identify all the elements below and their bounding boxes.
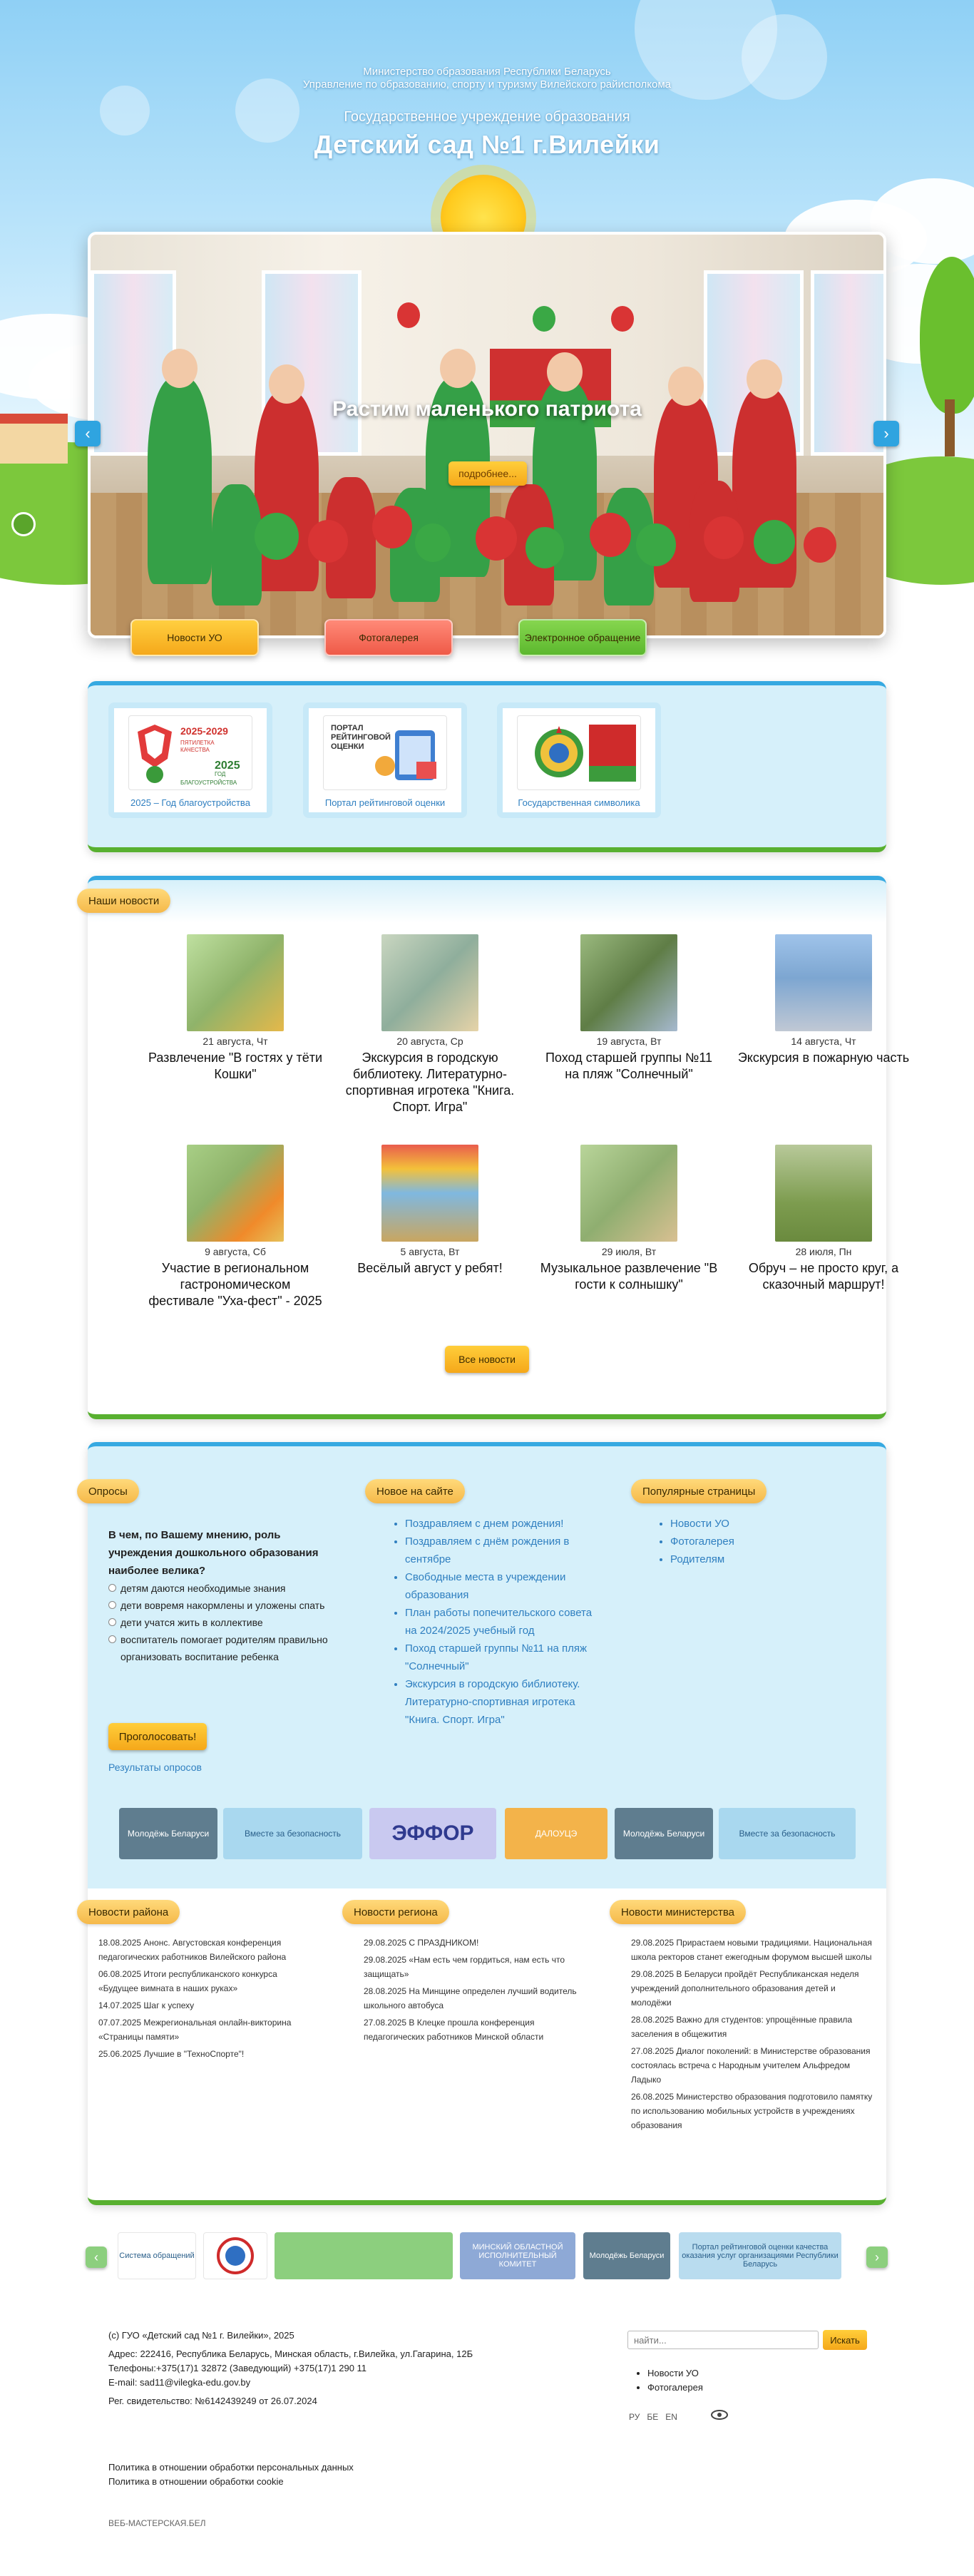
photogallery-button[interactable]: Фотогалерея (324, 619, 453, 656)
site-news-link[interactable]: • Свободные места в учреждении образования (405, 1568, 598, 1604)
news-text[interactable]: Министерство образования подготовило памятку по использованию мобильных устройств в учреждениях образования (631, 2092, 873, 2130)
promo-rating-portal[interactable] (303, 702, 467, 818)
partner-emblem-icon (210, 2236, 260, 2276)
state-symbols-image (517, 715, 641, 790)
poll-results-link[interactable]: Результаты опросов (108, 1762, 202, 1773)
news-item[interactable] (341, 934, 519, 1115)
news-row[interactable] (98, 1998, 312, 2013)
svg-text:ГОД: ГОД (215, 771, 226, 777)
news-date: 25.06.2025 (98, 2049, 142, 2059)
news-date: 14.07.2025 (98, 2000, 142, 2010)
site-news-link[interactable]: • План работы попечительского совета на 2024/2025 учебный год (405, 1604, 598, 1640)
news-row[interactable] (631, 1967, 873, 2010)
poll-option[interactable]: дети вовремя накормлены и уложены спать (108, 1597, 337, 1614)
lang-be[interactable]: БЕ (647, 2412, 659, 2422)
news-row[interactable] (364, 2015, 592, 2044)
search-button[interactable]: Искать (823, 2330, 867, 2350)
footer-email[interactable]: E-mail: sad11@vilegka-edu.gov.by (108, 2377, 251, 2388)
poll-option[interactable]: детям даются необходимые знания (108, 1580, 337, 1597)
news-item[interactable] (341, 1145, 519, 1277)
radio-icon[interactable] (108, 1584, 116, 1592)
radio-icon[interactable] (108, 1601, 116, 1609)
region-news-list (364, 1936, 592, 2047)
region-news-heading: Новости региона (342, 1900, 449, 1924)
news-date: 29.08.2025 (631, 1938, 675, 1948)
eye-icon[interactable] (710, 2409, 729, 2425)
site-news-link[interactable]: • Поздравляем с днём рождения в сентябре (405, 1533, 598, 1568)
news-item[interactable] (146, 934, 324, 1083)
promo-label: Государственная символика (518, 797, 640, 808)
news-text[interactable]: Итоги республиканского конкурса «Будущее вимната в наших руках» (98, 1969, 277, 1993)
news-date: 29 июля, Вт (601, 1246, 657, 1257)
news-date: 9 августа, Сб (205, 1246, 266, 1257)
news-date: 21 августа, Чт (203, 1036, 268, 1047)
privacy-policy-link[interactable]: Политика в отношении обработки персональных данных (108, 2462, 354, 2473)
news-text[interactable]: Диалог поколений: в Министерстве образования состоялась встреча с Народным учителем Альфредом Ладыко (631, 2046, 871, 2085)
slide-caption: Растим маленького патриота (332, 397, 642, 421)
vote-button[interactable]: Проголосовать! (108, 1723, 207, 1750)
news-title[interactable]: Весёлый август у ребят! (357, 1261, 503, 1275)
news-title[interactable]: Развлечение "В гостях у тёти Кошки" (148, 1051, 323, 1081)
rating-portal-image (323, 715, 447, 790)
news-row[interactable] (98, 1967, 312, 1995)
site-news-link[interactable]: • Поздравляем с днем рождения! (405, 1515, 598, 1533)
news-date: 27.08.2025 (631, 2046, 675, 2056)
radio-icon[interactable] (108, 1635, 116, 1643)
electronic-appeal-button[interactable]: Электронное обращение (518, 619, 647, 656)
news-heading: Наши новости (77, 889, 170, 913)
site-news-link[interactable]: • Экскурсия в городскую библиотеку. Литературно-спортивная игротека "Книга. Спорт. Игра" (405, 1675, 598, 1729)
news-date: 06.08.2025 (98, 1969, 142, 1979)
slider-next-button[interactable]: › (873, 421, 899, 446)
banner-youth-2[interactable]: Молодёжь Беларуси (615, 1808, 713, 1859)
news-row[interactable] (364, 1953, 592, 1981)
footer-contacts (108, 2329, 536, 2408)
footer-link[interactable]: • Новости УО (647, 2366, 703, 2381)
slider-prev-button[interactable]: ‹ (75, 421, 101, 446)
partner-rating-portal[interactable]: Портал рейтинговой оценки качества оказания услуг организациями Республики Беларусь (679, 2232, 841, 2279)
partner-logo[interactable] (203, 2232, 267, 2279)
banner-youth[interactable]: Молодёжь Беларуси (119, 1808, 217, 1859)
news-date: 29.08.2025 (631, 1969, 675, 1979)
footer-reg: Рег. свидетельство: №6142439249 от 26.07.2024 (108, 2396, 317, 2406)
hero-slider[interactable] (88, 232, 886, 638)
news-title[interactable]: Обруч – не просто круг, а сказочный маршрут! (748, 1261, 899, 1292)
news-text[interactable]: На Минщине определен лучший водитель школьного автобуса (364, 1986, 577, 2010)
promo-state-symbols[interactable] (497, 702, 661, 818)
news-item[interactable] (734, 1145, 913, 1293)
ministry-line-1: Министерство образования Республики Беларусь (363, 66, 611, 78)
news-row[interactable] (631, 2044, 873, 2087)
news-item[interactable] (734, 934, 913, 1066)
ministry-news-heading: Новости министерства (610, 1900, 746, 1924)
news-row[interactable] (364, 1984, 592, 2013)
svg-text:БЛАГОУСТРОЙСТВА: БЛАГОУСТРОЙСТВА (180, 780, 237, 786)
radio-icon[interactable] (108, 1618, 116, 1626)
svg-text:2025: 2025 (215, 760, 240, 772)
news-item[interactable] (146, 1145, 324, 1309)
ministry-news-list (631, 1936, 873, 2135)
popular-link[interactable]: • Новости УО (670, 1515, 841, 1533)
banner-dalouce[interactable]: ДАЛОУЦЭ (505, 1808, 608, 1859)
news-title[interactable]: Поход старшей группы №11 на пляж "Солнечный" (545, 1051, 713, 1081)
svg-text:ПЯТИЛЕТКА: ПЯТИЛЕТКА (180, 740, 215, 746)
district-news-list (98, 1936, 312, 2064)
footer-policies (108, 2460, 536, 2489)
slide-more-button[interactable]: подробнее... (448, 461, 527, 486)
news-text[interactable]: Межрегиональная онлайн-викторина «Страницы памяти» (98, 2018, 292, 2042)
svg-text:РЕЙТИНГОВОЙ: РЕЙТИНГОВОЙ (331, 733, 391, 742)
svg-text:ОЦЕНКИ: ОЦЕНКИ (331, 742, 364, 751)
partner-appeals-system[interactable]: Система обращений (118, 2232, 196, 2279)
accessibility-icon[interactable] (11, 512, 36, 536)
district-news-heading: Новости района (77, 1900, 180, 1924)
news-text[interactable]: В Клецке прошла конференция педагогических работников Минской области (364, 2018, 544, 2042)
poll-question: В чем, по Вашему мнению, роль учреждения дошкольного образования наиболее велика? (108, 1529, 319, 1577)
site-news-link[interactable]: • Поход старшей группы №11 на пляж "Солнечный" (405, 1640, 598, 1675)
partners-prev-button[interactable]: ‹ (86, 2247, 107, 2268)
news-row[interactable] (98, 2047, 312, 2061)
news-row[interactable] (364, 1936, 592, 1950)
news-date: 28.08.2025 (631, 2015, 675, 2025)
news-text[interactable]: Важно для студентов: упрощённые правила заселения в общежития (631, 2015, 853, 2039)
ministry-line-2: Управление по образованию, спорту и туризму Вилейского райисполкома (302, 78, 672, 91)
poll-option[interactable]: воспитатель помогает родителям правильно организовать воспитание ребенка (108, 1631, 337, 1665)
news-date: 27.08.2025 (364, 2018, 407, 2028)
lang-ru[interactable]: РУ (629, 2412, 640, 2422)
news-text[interactable]: С ПРАЗДНИКОМ! (409, 1938, 479, 1948)
news-date: 14 августа, Чт (791, 1036, 856, 1047)
news-title[interactable]: Участие в региональном гастрономическом фестивале "Уха-фест" - 2025 (148, 1261, 322, 1308)
cookie-policy-link[interactable]: Политика в отношении обработки cookie (108, 2476, 284, 2487)
svg-text:ПОРТАЛ: ПОРТАЛ (331, 724, 364, 732)
popular-link[interactable]: • Родителям (670, 1550, 841, 1568)
news-item[interactable] (540, 1145, 718, 1293)
institution-type: Государственное учреждение образования (344, 109, 630, 125)
poll-option[interactable]: дети учатся жить в коллективе (108, 1614, 337, 1631)
partner-green-banner[interactable] (275, 2232, 453, 2279)
news-photo[interactable] (775, 1145, 872, 1242)
news-title[interactable]: Экскурсия в городскую библиотеку. Литературно-спортивная игротека "Книга. Спорт. Игра" (345, 1051, 515, 1114)
news-row[interactable] (631, 2090, 873, 2132)
news-date: 26.08.2025 (631, 2092, 675, 2102)
popular-link[interactable]: • Фотогалерея (670, 1533, 841, 1550)
footer-address: Адрес: 222416, Республика Беларусь, Минская область, г.Вилейка, ул.Гагарина, 12Б (108, 2348, 473, 2359)
news-photo[interactable] (580, 934, 677, 1031)
news-photo[interactable] (381, 934, 478, 1031)
svg-text:2025-2029: 2025-2029 (180, 725, 228, 737)
news-text[interactable]: Лучшие в "ТехноСпорте"! (143, 2049, 245, 2059)
news-row[interactable] (631, 2013, 873, 2041)
news-row[interactable] (98, 2015, 312, 2044)
news-date: 07.07.2025 (98, 2018, 142, 2028)
news-date: 29.08.2025 (364, 1938, 407, 1948)
poll (108, 1526, 337, 1665)
popular-heading: Популярные страницы (631, 1479, 767, 1503)
footer-link[interactable]: • Фотогалерея (647, 2381, 703, 2395)
news-date: 29.08.2025 (364, 1955, 407, 1965)
news-photo[interactable] (187, 934, 284, 1031)
news-photo[interactable] (775, 934, 872, 1031)
news-photo[interactable] (381, 1145, 478, 1242)
news-text[interactable]: В Беларуси пройдёт Республиканская неделя учреждений дополнительного образования детей и молодёжи (631, 1969, 859, 2008)
site-news-list (391, 1515, 598, 1729)
news-photo[interactable] (580, 1145, 677, 1242)
news-row[interactable] (98, 1936, 312, 1964)
news-text[interactable]: Шаг к успеху (143, 2000, 195, 2010)
promo-label: 2025 – Год благоустройства (130, 797, 250, 808)
banner-safety-2[interactable]: Вместе за безопасность (719, 1808, 856, 1859)
news-text[interactable]: «Нам есть чем гордиться, нам есть что защищать» (364, 1955, 565, 1979)
news-date: 5 августа, Вт (400, 1246, 460, 1257)
promo-label: Портал рейтинговой оценки (324, 797, 446, 808)
banner-safety[interactable]: Вместе за безопасность (223, 1808, 362, 1859)
ministry-lines (0, 66, 974, 91)
banner-effor[interactable]: ЭФФОР (369, 1808, 496, 1859)
news-title[interactable]: Музыкальное развлечение "В гости к солнышку" (540, 1261, 718, 1292)
language-switcher (629, 2409, 729, 2425)
news-date: 28 июля, Пн (795, 1246, 852, 1257)
svg-text:КАЧЕСТВА: КАЧЕСТВА (180, 747, 210, 753)
news-text[interactable]: Анонс. Августовская конференция педагогических работников Вилейского района (98, 1938, 287, 1962)
search-input[interactable] (627, 2331, 819, 2349)
news-date: 20 августа, Ср (396, 1036, 463, 1047)
partner-youth[interactable]: Молодёжь Беларуси (583, 2232, 670, 2279)
site-title[interactable]: Детский сад №1 г.Вилейки (314, 130, 660, 159)
footer-links (635, 2366, 703, 2395)
poll-heading: Опросы (77, 1479, 139, 1503)
popular-list (656, 1515, 841, 1568)
news-photo[interactable] (187, 1145, 284, 1242)
news-text[interactable]: Прирастаем новыми традициями. Национальная школа ректоров станет ежегодным форумом высшей школы (631, 1938, 872, 1962)
promo-year-of-improvement[interactable] (108, 702, 272, 818)
year-of-improvement-image (128, 715, 252, 790)
footer-copyright: (c) ГУО «Детский сад №1 г. Вилейки», 2025 (108, 2330, 294, 2341)
partner-minsk-oblast[interactable]: МИНСКИЙ ОБЛАСТНОЙ ИСПОЛНИТЕЛЬНЫЙ КОМИТЕТ (460, 2232, 575, 2279)
news-item[interactable] (540, 934, 718, 1083)
site-news-heading: Новое на сайте (365, 1479, 465, 1503)
news-date: 19 августа, Вт (596, 1036, 662, 1047)
all-news-button[interactable]: Все новости (445, 1346, 529, 1373)
footer-phones: Телефоны:+375(17)1 32872 (Заведующий) +375(17)1 290 11 (108, 2363, 367, 2373)
news-date: 28.08.2025 (364, 1986, 407, 1996)
news-date: 18.08.2025 (98, 1938, 142, 1948)
news-uo-button[interactable]: Новости УО (130, 619, 259, 656)
webmaster-link[interactable]: ВЕБ-МАСТЕРСКАЯ.БЕЛ (108, 2518, 206, 2528)
news-title[interactable]: Экскурсия в пожарную часть (737, 1051, 910, 1065)
news-row[interactable] (631, 1936, 873, 1964)
partners-next-button[interactable]: › (866, 2247, 888, 2268)
lang-en[interactable]: EN (665, 2412, 677, 2422)
